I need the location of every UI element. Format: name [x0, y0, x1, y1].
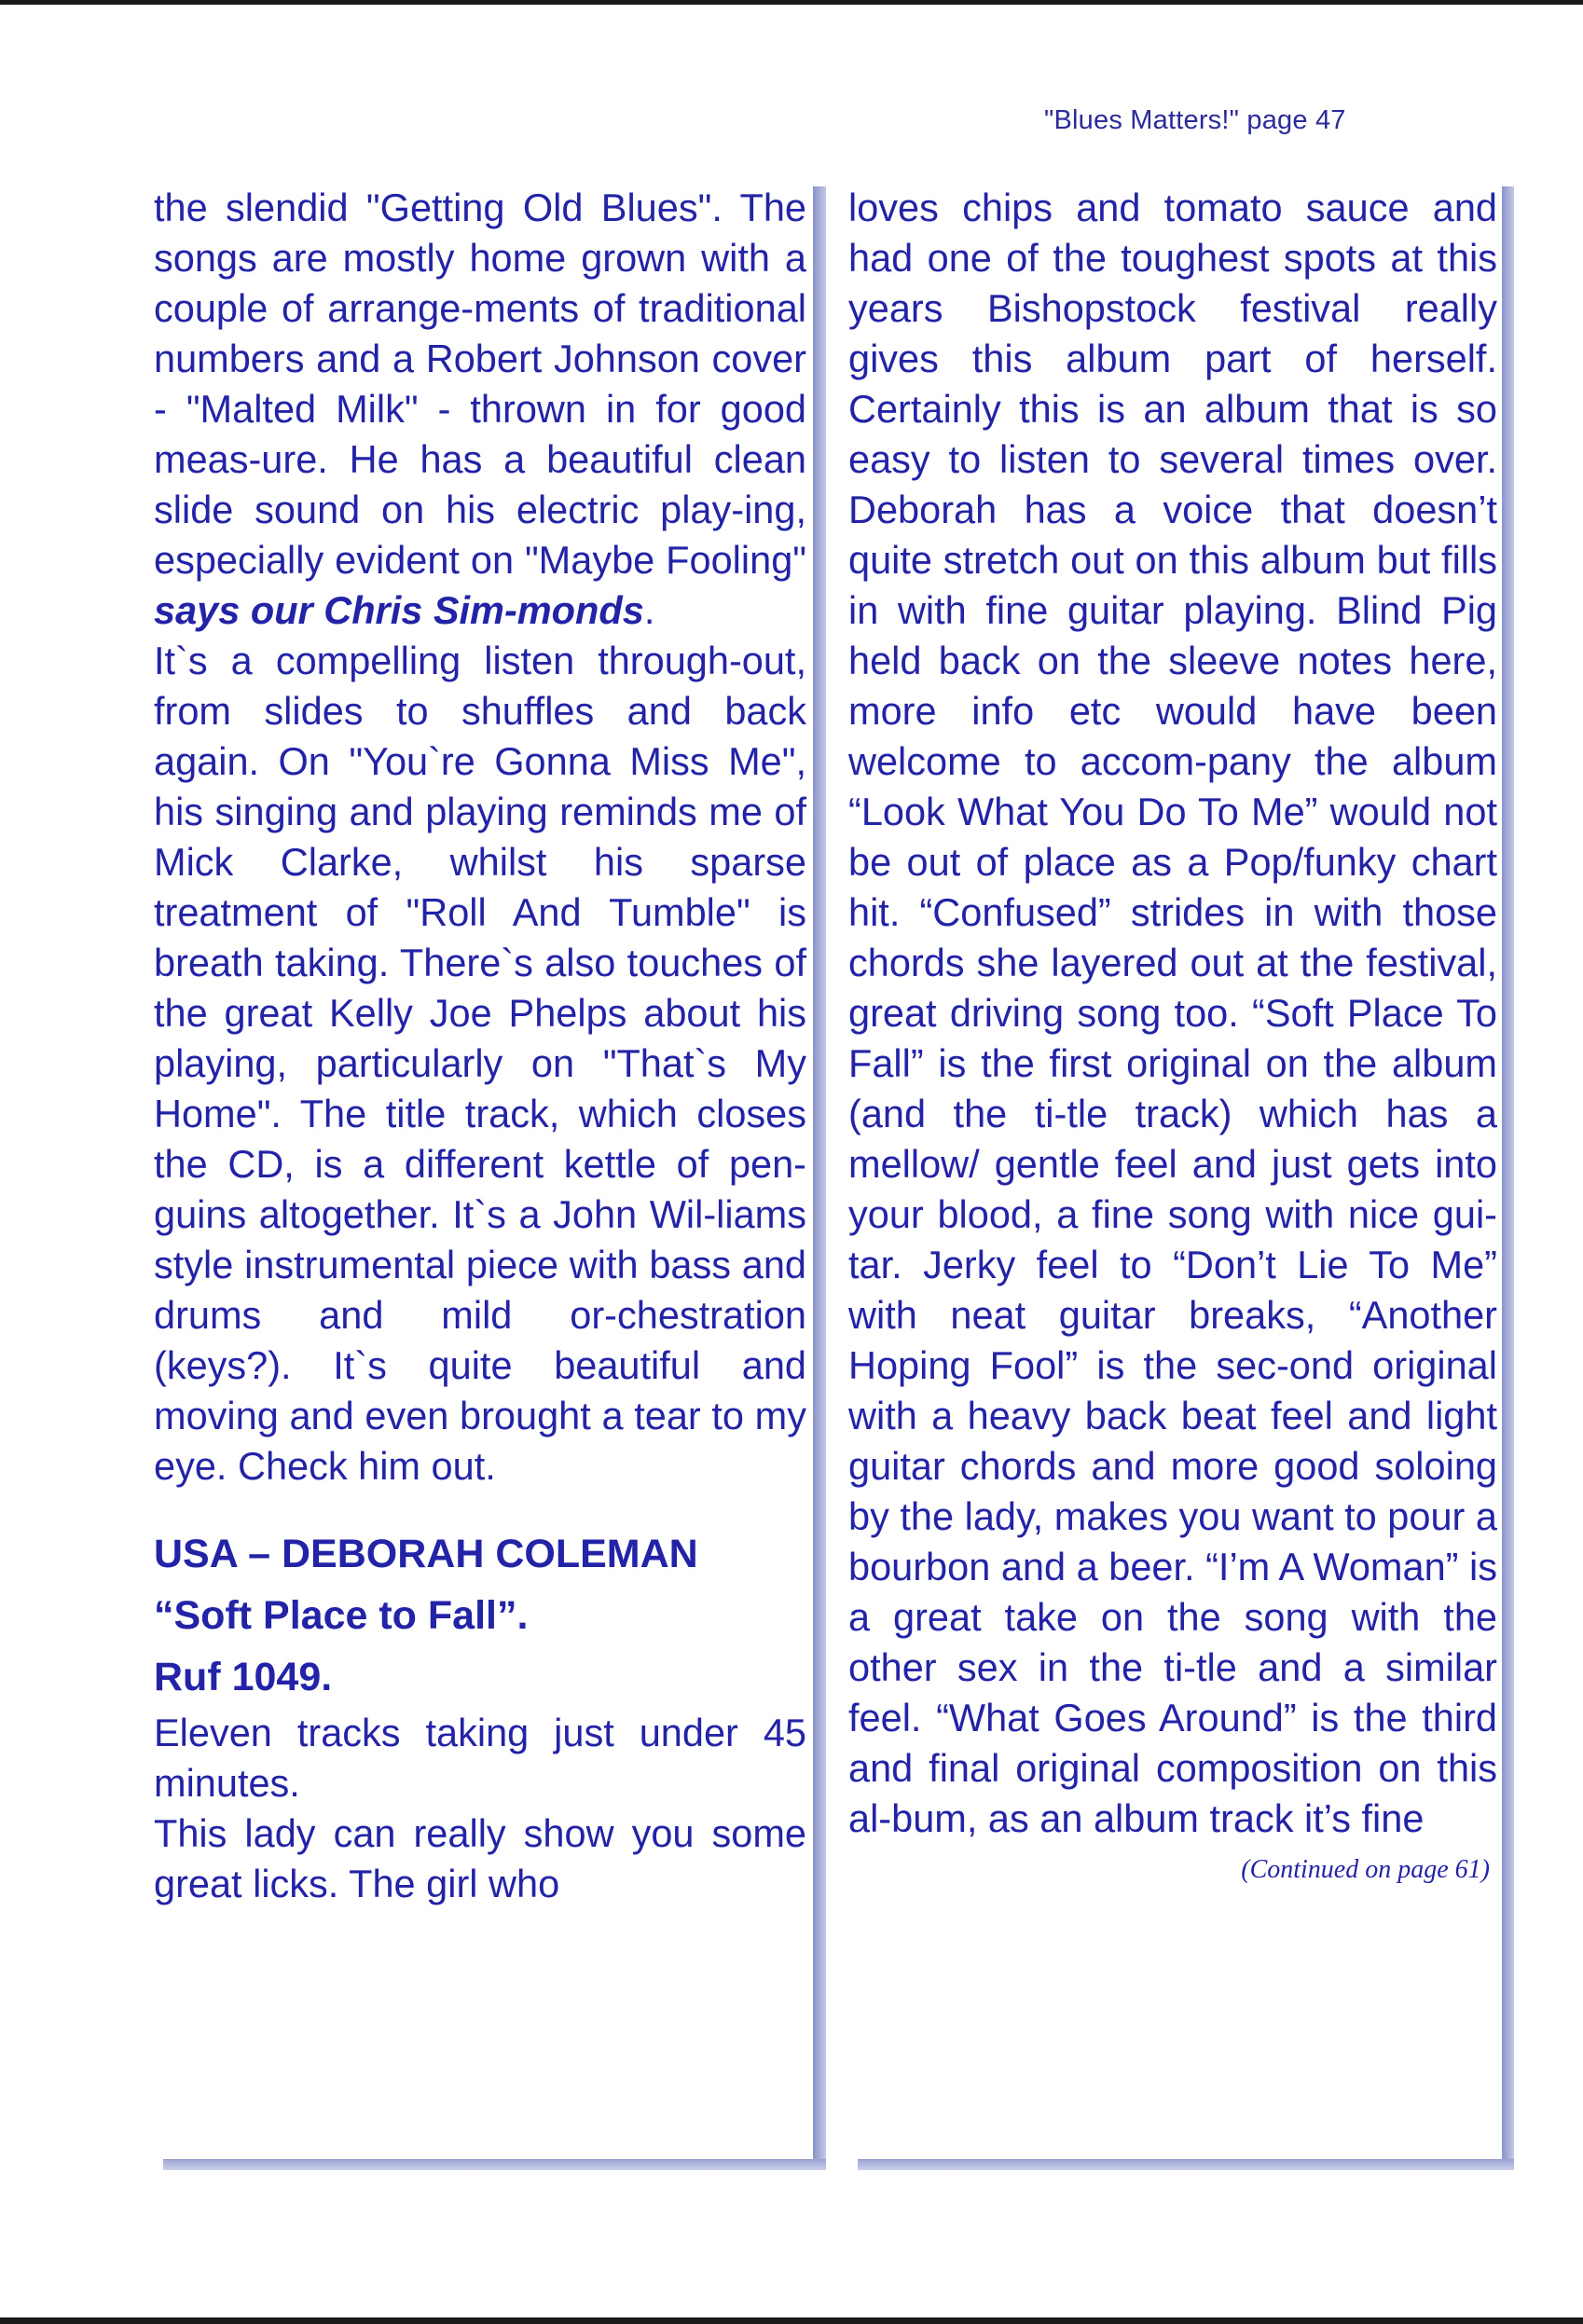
review-heading-catalog: Ruf 1049.	[154, 1655, 333, 1699]
column-right-shadow-bottom	[858, 2159, 1514, 2170]
column-left-shadow-bottom	[163, 2159, 826, 2170]
bottom-border-line	[0, 2317, 1583, 2324]
review-heading-artist: USA – DEBORAH COLEMAN	[154, 1532, 698, 1576]
credit-period: .	[643, 588, 655, 632]
running-header: "Blues Matters!" page 47	[1044, 105, 1346, 135]
reviewer-credit: says our Chris Sim-monds	[154, 588, 644, 632]
review-paragraph-start: This lady can really show you some great licks. The girl who	[154, 1811, 806, 1905]
review-paragraph-2: It`s a compelling listen through-out, from slides to shuffles and back again. On "You`re Gonna Miss Me", his singing and playing reminds me of Mick Clarke, whilst his sparse treatment of "Roll And Tumble" is breath taking. There`s also touches of the great Kelly Joe Phelps about his playing, particularly on "That`s My Home". The title track, which closes the CD, is a different kettle of pen-guins altogether. It`s a John Wil-liams style instrumental piece with bass and drums and mild or-chestration (keys?). It`s quite beautiful and moving and even brought a tear to my eye. Check him out.	[154, 639, 806, 1488]
review-heading-album: “Soft Place to Fall”.	[154, 1593, 529, 1638]
review-body-text: loves chips and tomato sauce and had one of the toughest spots at this years Bishopstock festival really gives this album part of herself. Certainly this is an album that is so easy to listen to several times over. Deborah has a voice that doesn’t quite stretch out on this album but fills in with fine guitar playing. Blind Pig held back on the sleeve notes here, more info etc would have been welcome to accom-pany the album “Look What You Do To Me” would not be out of place as a Pop/funky chart hit. “Confused” strides in with those chords she layered out at the festival, great driving song too. “Soft Place To Fall” is the first original on the album (and the ti-tle track) which has a mellow/ gentle feel and just gets into your blood, a fine song with nice gui-tar. Jerky feel to “Don’t Lie To Me” with neat guitar breaks, “Another Hoping Fool” is the sec-ond original with a heavy back beat feel and light guitar chords and more good soloing by the lady, makes you want to pour a bourbon and a beer. “I’m A Woman” is a great take on the song with the other sex in the ti-tle and a similar feel. “What Goes Around” is the third and final original composition on this al-bum, as an album track it’s fine	[848, 186, 1497, 1840]
column-left-shadow-right	[813, 186, 826, 2166]
top-border-line	[0, 0, 1583, 5]
review-end-paragraph	[154, 183, 806, 636]
section-gap	[154, 1492, 806, 1523]
column-right	[848, 183, 1497, 1891]
column-left	[154, 183, 806, 1909]
column-right-shadow-right	[1502, 186, 1514, 2166]
review-end-text: the slendid "Getting Old Blues". The songs are mostly home grown with a couple of arrange-ments of traditional numbers and a Robert Johnson cover - "Malted Milk" - thrown in for good meas-ure. He has a beautiful clean slide sound on his electric play-ing, especially evident on "Maybe Fooling"	[154, 186, 806, 582]
review-intro-paragraph: Eleven tracks taking just under 45 minutes.	[154, 1711, 806, 1805]
continued-note: (Continued on page 61)	[1241, 1855, 1490, 1884]
